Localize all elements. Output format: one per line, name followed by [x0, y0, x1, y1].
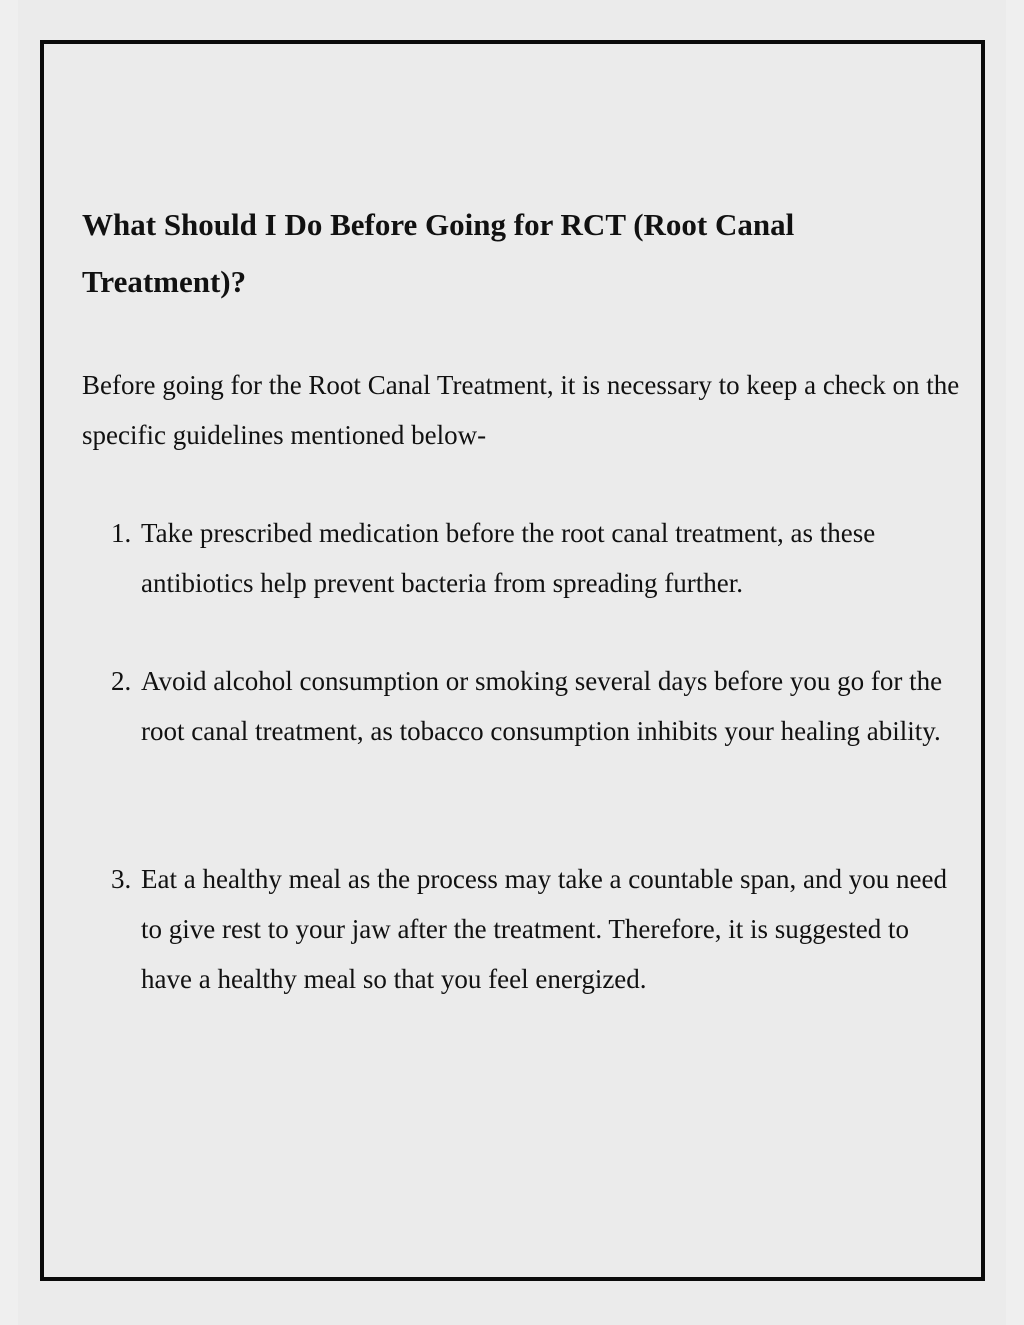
document-heading: What Should I Do Before Going for RCT (Root Canal Treatment)? — [82, 207, 795, 299]
intro-paragraph: Before going for the Root Canal Treatment, it is necessary to keep a check on the specific guidelines mentioned below- — [82, 370, 960, 450]
list-item-text: Eat a healthy meal as the process may take a countable span, and you need to give rest to your jaw after the treatment. Therefore, it is suggested to have a healthy meal so that you feel energized. — [141, 864, 947, 994]
list-item-number: 3. — [111, 864, 132, 894]
list-item-number: 2. — [111, 666, 132, 696]
list-item-text: Take prescribed medication before the root canal treatment, as these antibiotics help prevent bacteria from spreading further. — [141, 518, 876, 598]
list-item-text: Avoid alcohol consumption or smoking several days before you go for the root canal treatment, as tobacco consumption inhibits your healing ability. — [141, 666, 943, 746]
list-item-number: 1. — [111, 518, 132, 548]
